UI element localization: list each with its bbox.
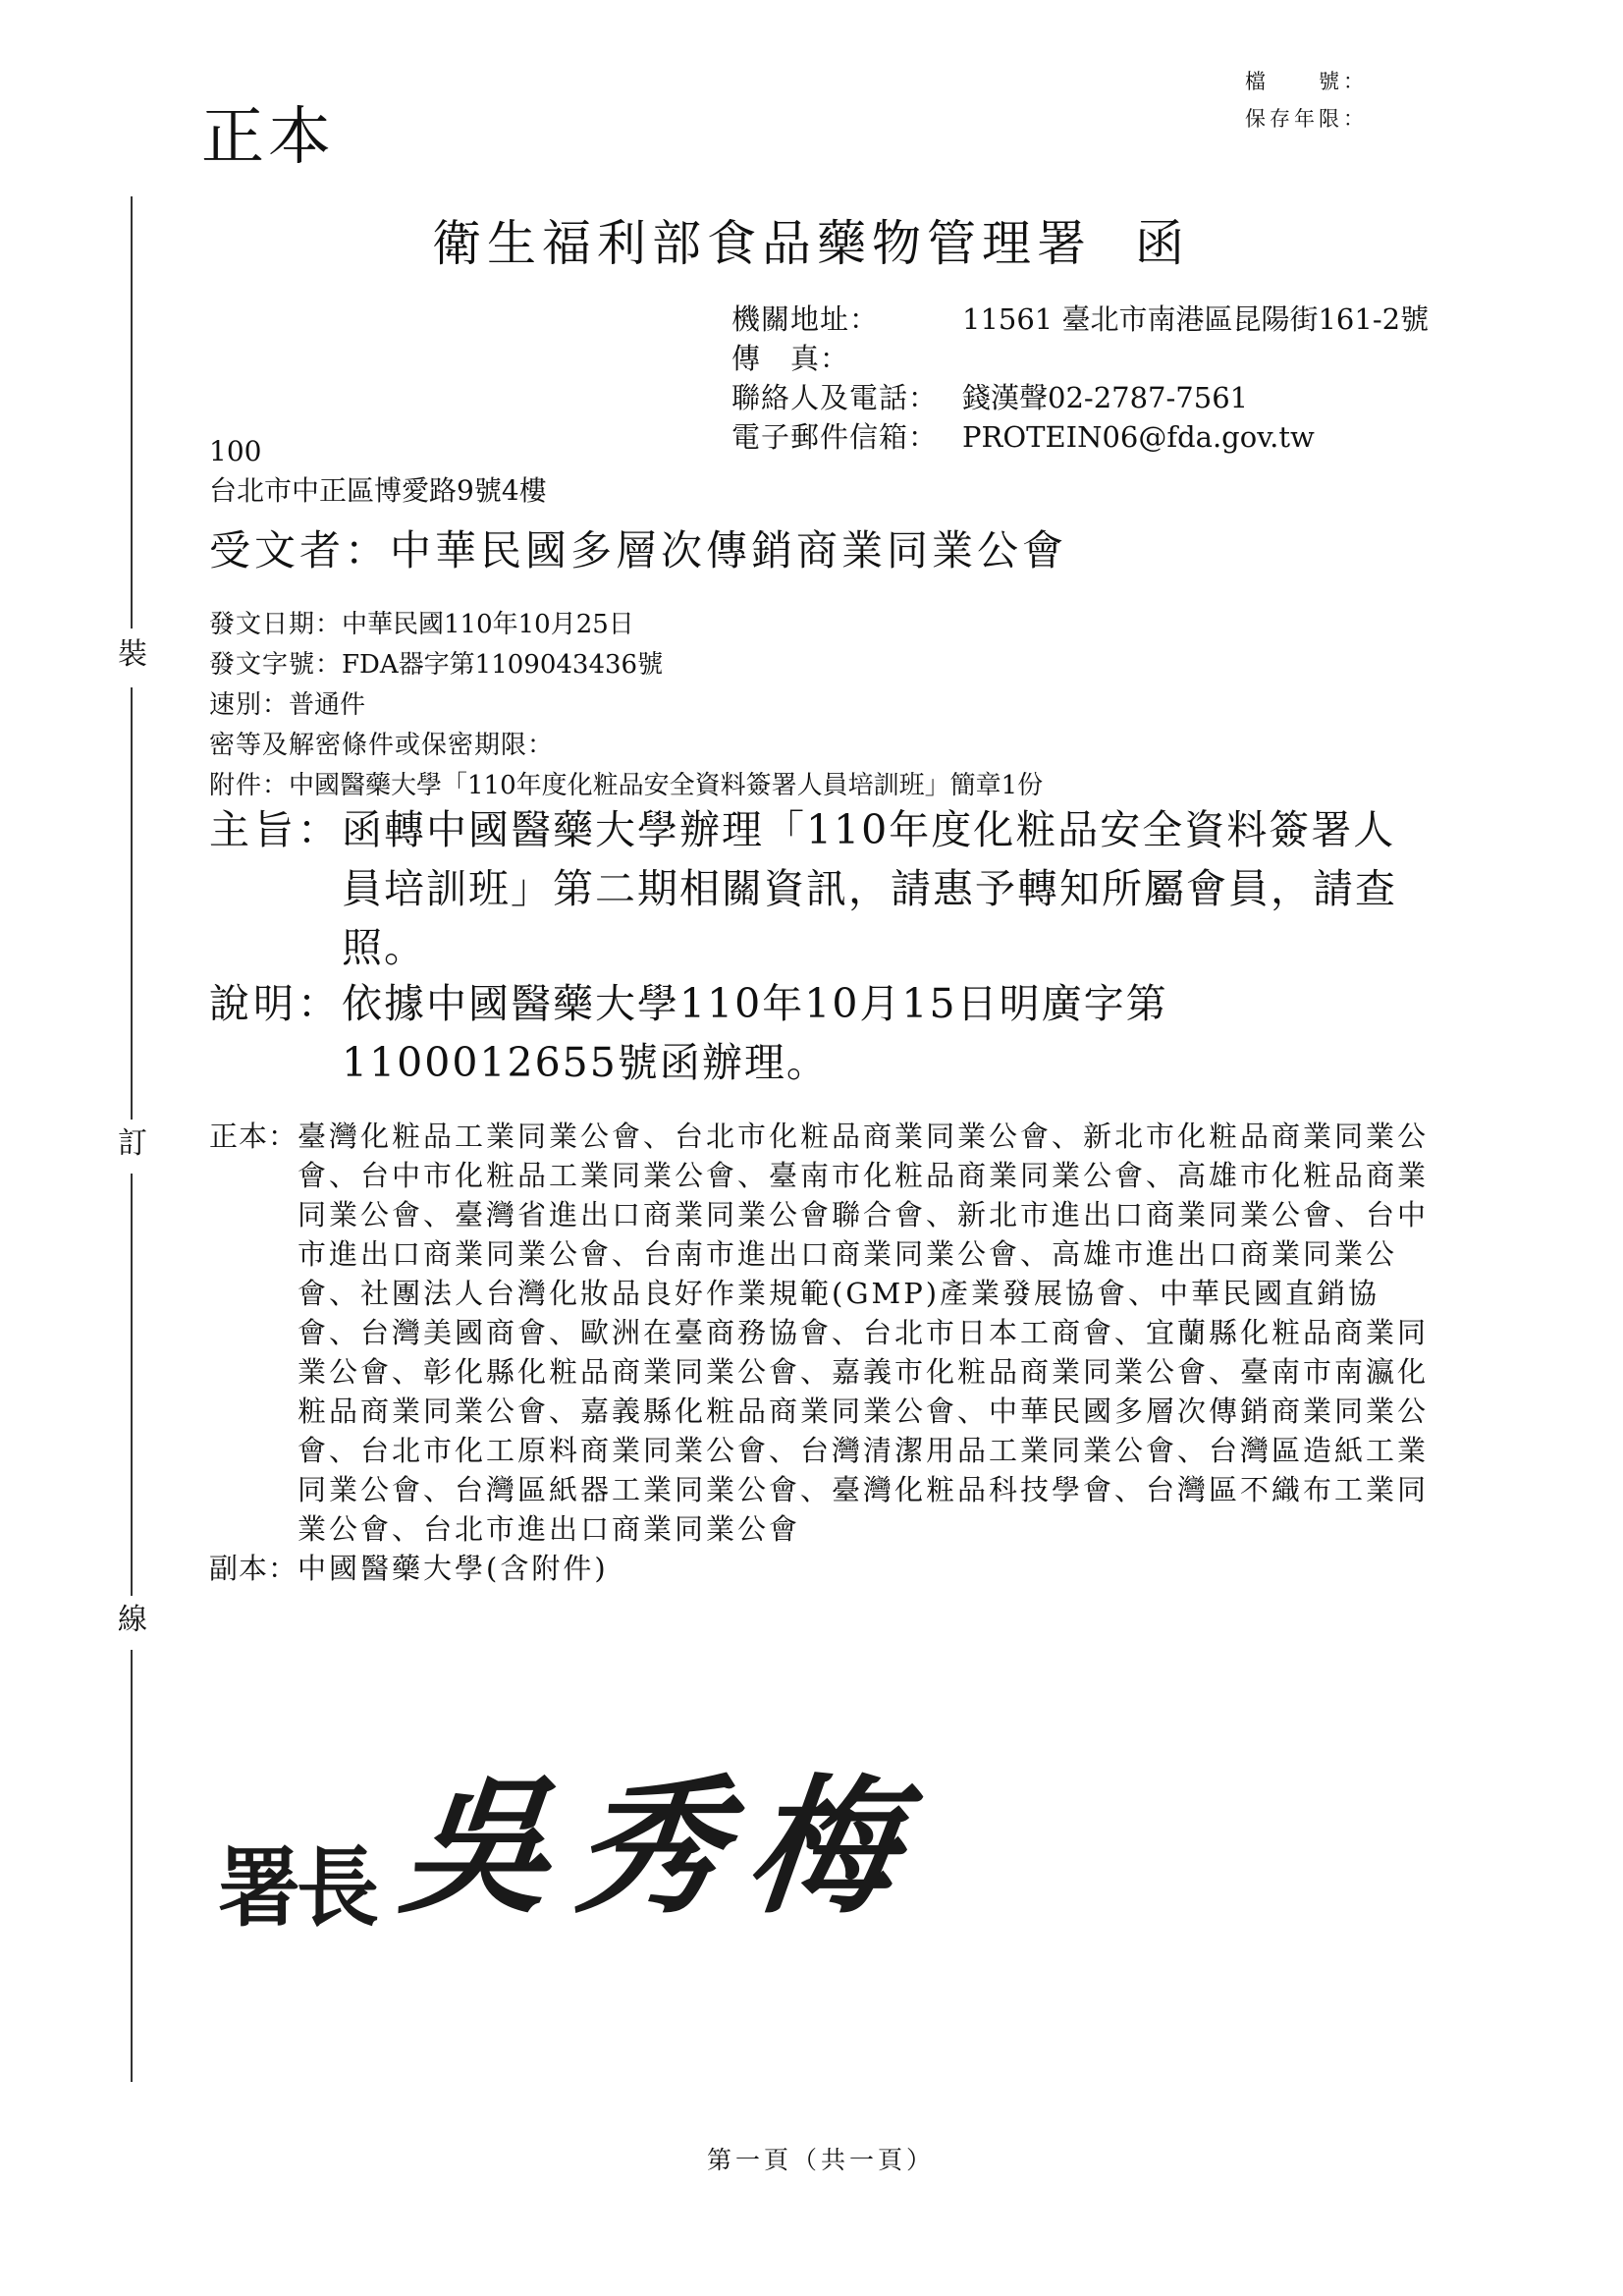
speed-row (209, 685, 1043, 726)
agency-name: 衛生福利部食品藥物管理署 (432, 215, 1092, 272)
subject-text: 函轉中國醫藥大學辦理「110年度化粧品安全資料簽署人員培訓班」第二期相關資訊，請惠予轉知所屬會員，請查照。 (342, 806, 1397, 971)
copy-recipients-text: 中國醫藥大學(含附件) (298, 1552, 609, 1585)
recipient-address: 台北市中正區博愛路9號4樓 (209, 474, 547, 507)
sender-info (731, 300, 1429, 457)
postal-code: 100 (209, 435, 262, 467)
issue-date-row (209, 605, 1043, 645)
signature (218, 1728, 931, 1941)
secrecy-row (209, 726, 1043, 766)
agency-title (432, 204, 1190, 275)
original-recipients-label: 正本： (209, 1120, 298, 1153)
issue-date-label: 發文日期： (209, 610, 343, 639)
binding-line-top (131, 196, 133, 629)
distribution (209, 1117, 1433, 1588)
explanation (209, 974, 1434, 1092)
recipient-label: 受文者： (209, 526, 391, 574)
recipient-mailing (209, 432, 547, 511)
document-type: 函 (1135, 215, 1190, 272)
signature-name: 吳秀梅 (394, 1761, 931, 1934)
email-value: PROTEIN06@fda.gov.tw (962, 420, 1315, 454)
address-row (731, 300, 1429, 339)
address-label: 機關地址： (731, 302, 880, 336)
contact-label: 聯絡人及電話： (731, 381, 939, 414)
copy-mark: 正本 (201, 101, 335, 174)
explanation-text: 依據中國醫藥大學110年10月15日明廣字第1100012655號函辦理。 (342, 980, 1168, 1086)
binding-line-mid-1 (131, 687, 133, 1120)
explanation-label: 說明： (209, 980, 342, 1027)
fax-label: 傳 真： (731, 342, 850, 375)
binding-mark-xian: 線 (118, 1603, 147, 1637)
attachment-label: 附件： (209, 771, 290, 800)
recipient-name: 中華民國多層次傳銷商業同業公會 (390, 526, 1068, 574)
doc-number-row (209, 645, 1043, 685)
email-label: 電子郵件信箱： (731, 420, 939, 454)
binding-mark-zhuang: 裝 (118, 637, 147, 672)
binding-line-bottom (131, 1650, 133, 2082)
contact-row (731, 378, 1429, 417)
original-recipients-text: 臺灣化粧品工業同業公會、台北市化粧品商業同業公會、新北市化粧品商業同業公會、台中市化粧品工業同業公會、臺南市化粧品商業同業公會、高雄市化粧品商業同業公會、臺灣省進出口商業同業公會聯合會、新北市進出口商業同業公會、台中市進出口商業同業公會、台南市進出口商業同業公會、高雄市進出口商業同業公會、社團法人台灣化妝品良好作業規範(GMP)產業發展協會、中華民國直銷協會、台灣美國商會、歐洲在臺商務協會、台北市日本工商會、宜蘭縣化粧品商業同業公會、彰化縣化粧品商業同業公會、嘉義市化粧品商業同業公會、臺南市南瀛化粧品商業同業公會、嘉義縣化粧品商業同業公會、中華民國多層次傳銷商業同業公會、台北市化工原料商業同業公會、台灣清潔用品工業同業公會、台灣區造紙工業同業公會、台灣區紙器工業同業公會、臺灣化粧品科技學會、台灣區不織布工業同業公會、台北市進出口商業同業公會 (298, 1120, 1430, 1546)
signature-title: 署長 (218, 1835, 376, 1939)
binding-line-mid-2 (131, 1174, 133, 1596)
recipient (209, 519, 1067, 577)
binding-mark-ding: 訂 (118, 1126, 147, 1161)
contact-value: 錢漢聲02-2787-7561 (962, 381, 1249, 414)
doc-number-label: 發文字號： (209, 650, 343, 680)
document-meta (209, 605, 1043, 806)
original-recipients (209, 1117, 1433, 1549)
copy-recipients (209, 1549, 1433, 1588)
email-row (731, 417, 1429, 457)
file-meta (1245, 63, 1368, 137)
subject-label: 主旨： (209, 806, 342, 853)
speed-value: 普通件 (289, 690, 366, 720)
fax-row (731, 339, 1429, 378)
speed-label: 速別： (209, 690, 290, 720)
subject (209, 800, 1434, 977)
retention-label: 保存年限： (1245, 107, 1368, 131)
address-value: 11561 臺北市南港區昆陽街161-2號 (962, 302, 1430, 336)
attachment-value: 中國醫藥大學「110年度化粧品安全資料簽署人員培訓班」簡章1份 (289, 771, 1044, 800)
secrecy-label: 密等及解密條件或保密期限： (209, 731, 555, 760)
copy-recipients-label: 副本： (209, 1552, 298, 1585)
issue-date-value: 中華民國110年10月25日 (342, 610, 634, 639)
file-number-label: 檔 號： (1245, 70, 1368, 93)
page-number: 第一頁（共一頁） (707, 2146, 936, 2174)
doc-number-value: FDA器字第1109043436號 (342, 650, 664, 680)
